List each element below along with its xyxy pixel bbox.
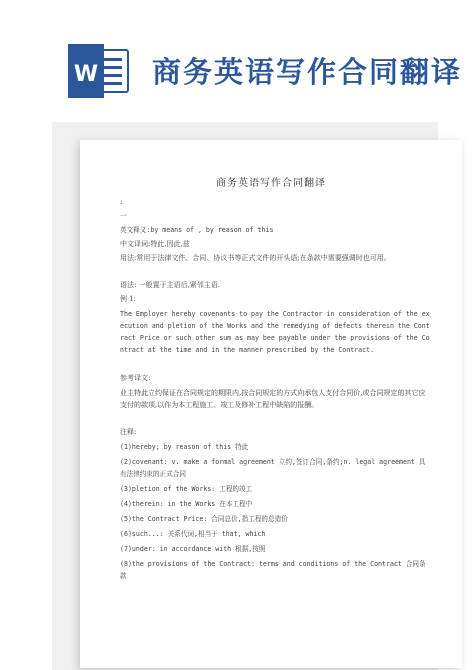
doc-note-5: (5)the Contract Price: 合同总价,指工程的总造价 bbox=[120, 515, 288, 523]
doc-line-7: 例 1: bbox=[120, 295, 137, 303]
doc-line-9: 参考译文: bbox=[120, 374, 151, 382]
document-title: 商务英语写作合同翻译 bbox=[216, 178, 326, 189]
doc-line-2: 一 bbox=[120, 212, 127, 220]
doc-note-1: (1)hereby; by reason of this 特此 bbox=[120, 443, 249, 451]
doc-line-5: 用法:常用于法律文件、合同、协议书等正式文件的开头语;在条款中需要强调时也可用。 bbox=[120, 254, 391, 262]
doc-line-6: 语法: 一般置于主语后,紧邻主语. bbox=[120, 281, 221, 289]
doc-note-2: (2)covenant: v. make a formal agreement 立约,签订合同,条约;n. legal agreement 具有法律约束的正式合同 bbox=[120, 458, 426, 478]
banner-title: 商务英语写作合同翻译 bbox=[152, 55, 463, 89]
banner bbox=[0, 0, 474, 118]
doc-note-8: (8)the provisions of the Contract: terms and conditions of the Contract 合同条款 bbox=[120, 560, 426, 580]
doc-note-7: (7)under: in accordance with 根据,按照 bbox=[120, 545, 266, 553]
doc-line-1: : bbox=[120, 198, 123, 206]
doc-line-3: 英文释义:by means of , by reason of this bbox=[120, 226, 274, 234]
doc-line-4: 中文译词:特此,因此,兹 bbox=[120, 240, 190, 248]
doc-note-6: (6)such...: 关系代词,相当于 that, which bbox=[120, 530, 266, 538]
logo-letter: W bbox=[73, 62, 99, 87]
doc-line-11: 注释: bbox=[120, 428, 137, 436]
doc-paragraph-english: The Employer hereby covenants to pay the Contractor in consideration of the execution and pletion of the Works and the remedying of defects therein the Contract Price or such other sum as may bee payable under the provisions of the Contract at the time and in the manner prescribed by the Contract. bbox=[120, 310, 430, 354]
doc-note-4: (4)therein: in the Works 在本工程中 bbox=[120, 500, 253, 508]
document-page bbox=[80, 140, 462, 668]
doc-paragraph-chinese: 业主特此立约保证在合同规定的期限内,按合同规定的方式向承包人支付合同价,或合同规定的其它应支付的款项,以作为本工程施工、竣工及修补工程中缺陷的报酬。 bbox=[120, 389, 426, 409]
doc-note-3: (3)pletion of the Works: 工程的竣工 bbox=[120, 485, 253, 493]
word-icon bbox=[68, 44, 130, 98]
